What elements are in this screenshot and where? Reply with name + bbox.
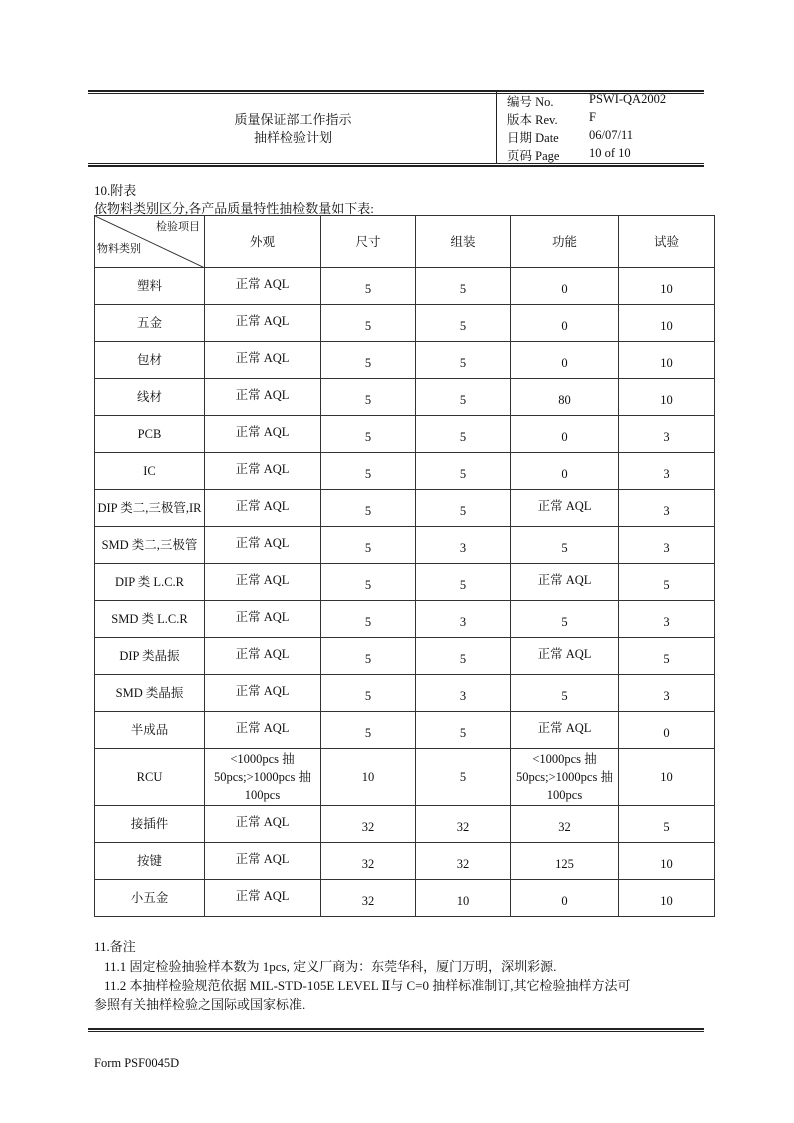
table-row (95, 712, 715, 749)
assembly-cell: 32 (416, 843, 511, 880)
function-cell: 0 (511, 342, 619, 379)
size-cell: 5 (321, 601, 416, 638)
function-cell: 125 (511, 843, 619, 880)
assembly-cell: 5 (416, 305, 511, 342)
function-cell: 0 (511, 268, 619, 305)
test-cell: 0 (619, 712, 715, 749)
column-header: 尺寸 (321, 216, 416, 268)
size-cell: 5 (321, 268, 416, 305)
table-row (95, 749, 715, 806)
assembly-cell: 3 (416, 527, 511, 564)
department-name: 质量保证部工作指示 (234, 112, 352, 127)
size-cell: 5 (321, 305, 416, 342)
category-cell: 半成品 (95, 712, 205, 749)
function-cell: 5 (511, 601, 619, 638)
category-cell: DIP 类 L.C.R (95, 564, 205, 601)
assembly-cell: 5 (416, 453, 511, 490)
test-cell: 10 (619, 749, 715, 806)
test-cell: 10 (619, 305, 715, 342)
category-cell: PCB (95, 416, 205, 453)
header-divider (496, 92, 497, 164)
assembly-cell: 5 (416, 749, 511, 806)
appearance-cell: 正常 AQL (205, 416, 321, 453)
size-cell: 5 (321, 712, 416, 749)
appearance-cell: 正常 AQL (205, 880, 321, 917)
test-cell: 3 (619, 490, 715, 527)
category-cell: 线材 (95, 379, 205, 416)
size-cell: 5 (321, 342, 416, 379)
test-cell: 5 (619, 638, 715, 675)
table-row (95, 638, 715, 675)
size-cell: 32 (321, 843, 416, 880)
size-cell: 10 (321, 749, 416, 806)
category-cell: SMD 类二,三极管 (95, 527, 205, 564)
sampling-table (94, 215, 715, 917)
corner-label-category: 物料类别 (97, 243, 141, 255)
category-cell: SMD 类 L.C.R (95, 601, 205, 638)
meta-value: 06/07/11 (589, 128, 633, 142)
size-cell: 32 (321, 806, 416, 843)
column-header: 组装 (416, 216, 511, 268)
meta-label: 版本 Rev. (507, 113, 558, 127)
category-cell: 五金 (95, 305, 205, 342)
assembly-cell: 3 (416, 601, 511, 638)
size-cell: 5 (321, 527, 416, 564)
assembly-cell: 10 (416, 880, 511, 917)
document-title: 抽样检验计划 (253, 130, 332, 145)
appearance-cell: 正常 AQL (205, 564, 321, 601)
size-cell: 5 (321, 564, 416, 601)
assembly-cell: 3 (416, 675, 511, 712)
function-cell: 正常 AQL (511, 638, 619, 675)
category-cell: 包材 (95, 342, 205, 379)
assembly-cell: 5 (416, 712, 511, 749)
category-cell: SMD 类晶振 (95, 675, 205, 712)
function-cell: 正常 AQL (511, 564, 619, 601)
meta-label: 页码 Page (507, 149, 560, 163)
function-cell: 80 (511, 379, 619, 416)
function-cell: 正常 AQL (511, 712, 619, 749)
column-header: 试验 (619, 216, 715, 268)
size-cell: 5 (321, 490, 416, 527)
appearance-cell: 正常 AQL (205, 638, 321, 675)
table-row (95, 342, 715, 379)
test-cell: 3 (619, 416, 715, 453)
size-cell: 5 (321, 416, 416, 453)
category-cell: 接插件 (95, 806, 205, 843)
appearance-cell: 正常 AQL (205, 379, 321, 416)
function-cell: 32 (511, 806, 619, 843)
function-cell: 0 (511, 416, 619, 453)
table-row (95, 675, 715, 712)
note-11-2: 11.2 本抽样检验规范依据 MIL-STD-105E LEVEL Ⅱ与 C=0 抽样标准制订,其它检验抽样方法可 (104, 978, 631, 993)
note-11-1: 11.1 固定检验抽验样本数为 1pcs, 定义厂商为：东莞华科，厦门万明，深圳彩源. (104, 959, 557, 974)
function-cell: 正常 AQL (511, 490, 619, 527)
footer-rule-thin (88, 1031, 704, 1032)
function-cell: 5 (511, 527, 619, 564)
test-cell: 5 (619, 564, 715, 601)
column-header: 外观 (205, 216, 321, 268)
table-row (95, 601, 715, 638)
corner-label-items: 检验项目 (156, 221, 200, 233)
category-cell: 塑料 (95, 268, 205, 305)
test-cell: 3 (619, 675, 715, 712)
appearance-cell: 正常 AQL (205, 601, 321, 638)
appearance-cell: 正常 AQL (205, 268, 321, 305)
meta-label: 日期 Date (507, 131, 559, 145)
test-cell: 10 (619, 843, 715, 880)
category-cell: RCU (95, 749, 205, 806)
test-cell: 10 (619, 379, 715, 416)
diagonal-header-cell (95, 216, 205, 268)
table-header-row (95, 216, 715, 268)
meta-value: PSWI-QA2002 (589, 92, 667, 106)
appearance-cell: 正常 AQL (205, 305, 321, 342)
appearance-cell: 正常 AQL (205, 490, 321, 527)
appearance-cell: 正常 AQL (205, 843, 321, 880)
size-cell: 32 (321, 880, 416, 917)
assembly-cell: 5 (416, 638, 511, 675)
test-cell: 3 (619, 601, 715, 638)
table-row (95, 305, 715, 342)
meta-value: 10 of 10 (589, 146, 631, 160)
table-row (95, 490, 715, 527)
column-header: 功能 (511, 216, 619, 268)
header-title-block (88, 94, 498, 164)
category-cell: IC (95, 453, 205, 490)
test-cell: 10 (619, 268, 715, 305)
table-row (95, 880, 715, 917)
table-row (95, 453, 715, 490)
table-row (95, 564, 715, 601)
test-cell: 10 (619, 880, 715, 917)
appearance-cell: 正常 AQL (205, 342, 321, 379)
assembly-cell: 32 (416, 806, 511, 843)
table-row (95, 806, 715, 843)
header-bottom-rule (88, 163, 704, 164)
section-10-title: 10.附表 (94, 183, 137, 198)
appearance-cell: 正常 AQL (205, 806, 321, 843)
test-cell: 3 (619, 453, 715, 490)
size-cell: 5 (321, 675, 416, 712)
header-bottom-rule-thick (88, 165, 704, 167)
table-row (95, 843, 715, 880)
test-cell: 5 (619, 806, 715, 843)
function-cell: 0 (511, 880, 619, 917)
function-cell: <1000pcs 抽 50pcs;>1000pcs 抽 100pcs (511, 749, 619, 806)
table-row (95, 268, 715, 305)
test-cell: 3 (619, 527, 715, 564)
assembly-cell: 5 (416, 268, 511, 305)
table-row (95, 416, 715, 453)
table-row (95, 527, 715, 564)
appearance-cell: <1000pcs 抽 50pcs;>1000pcs 抽 100pcs (205, 749, 321, 806)
meta-label: 编号 No. (507, 95, 554, 109)
table-row (95, 379, 715, 416)
category-cell: DIP 类二,三极管,IR (95, 490, 205, 527)
size-cell: 5 (321, 379, 416, 416)
appearance-cell: 正常 AQL (205, 712, 321, 749)
assembly-cell: 5 (416, 379, 511, 416)
function-cell: 0 (511, 453, 619, 490)
section-11-title: 11.备注 (94, 939, 136, 954)
assembly-cell: 5 (416, 564, 511, 601)
size-cell: 5 (321, 638, 416, 675)
assembly-cell: 5 (416, 416, 511, 453)
note-11-2-cont: 参照有关抽样检验之国际或国家标准. (94, 997, 306, 1012)
category-cell: 小五金 (95, 880, 205, 917)
appearance-cell: 正常 AQL (205, 527, 321, 564)
assembly-cell: 5 (416, 342, 511, 379)
assembly-cell: 5 (416, 490, 511, 527)
function-cell: 5 (511, 675, 619, 712)
form-number: Form PSF0045D (94, 1056, 180, 1070)
footer-rule-thick (88, 1028, 704, 1030)
test-cell: 10 (619, 342, 715, 379)
appearance-cell: 正常 AQL (205, 675, 321, 712)
appearance-cell: 正常 AQL (205, 453, 321, 490)
meta-value: F (589, 110, 596, 124)
function-cell: 0 (511, 305, 619, 342)
section-10-intro: 依物料类别区分,各产品质量特性抽检数量如下表: (94, 201, 374, 216)
size-cell: 5 (321, 453, 416, 490)
category-cell: DIP 类晶振 (95, 638, 205, 675)
category-cell: 按键 (95, 843, 205, 880)
